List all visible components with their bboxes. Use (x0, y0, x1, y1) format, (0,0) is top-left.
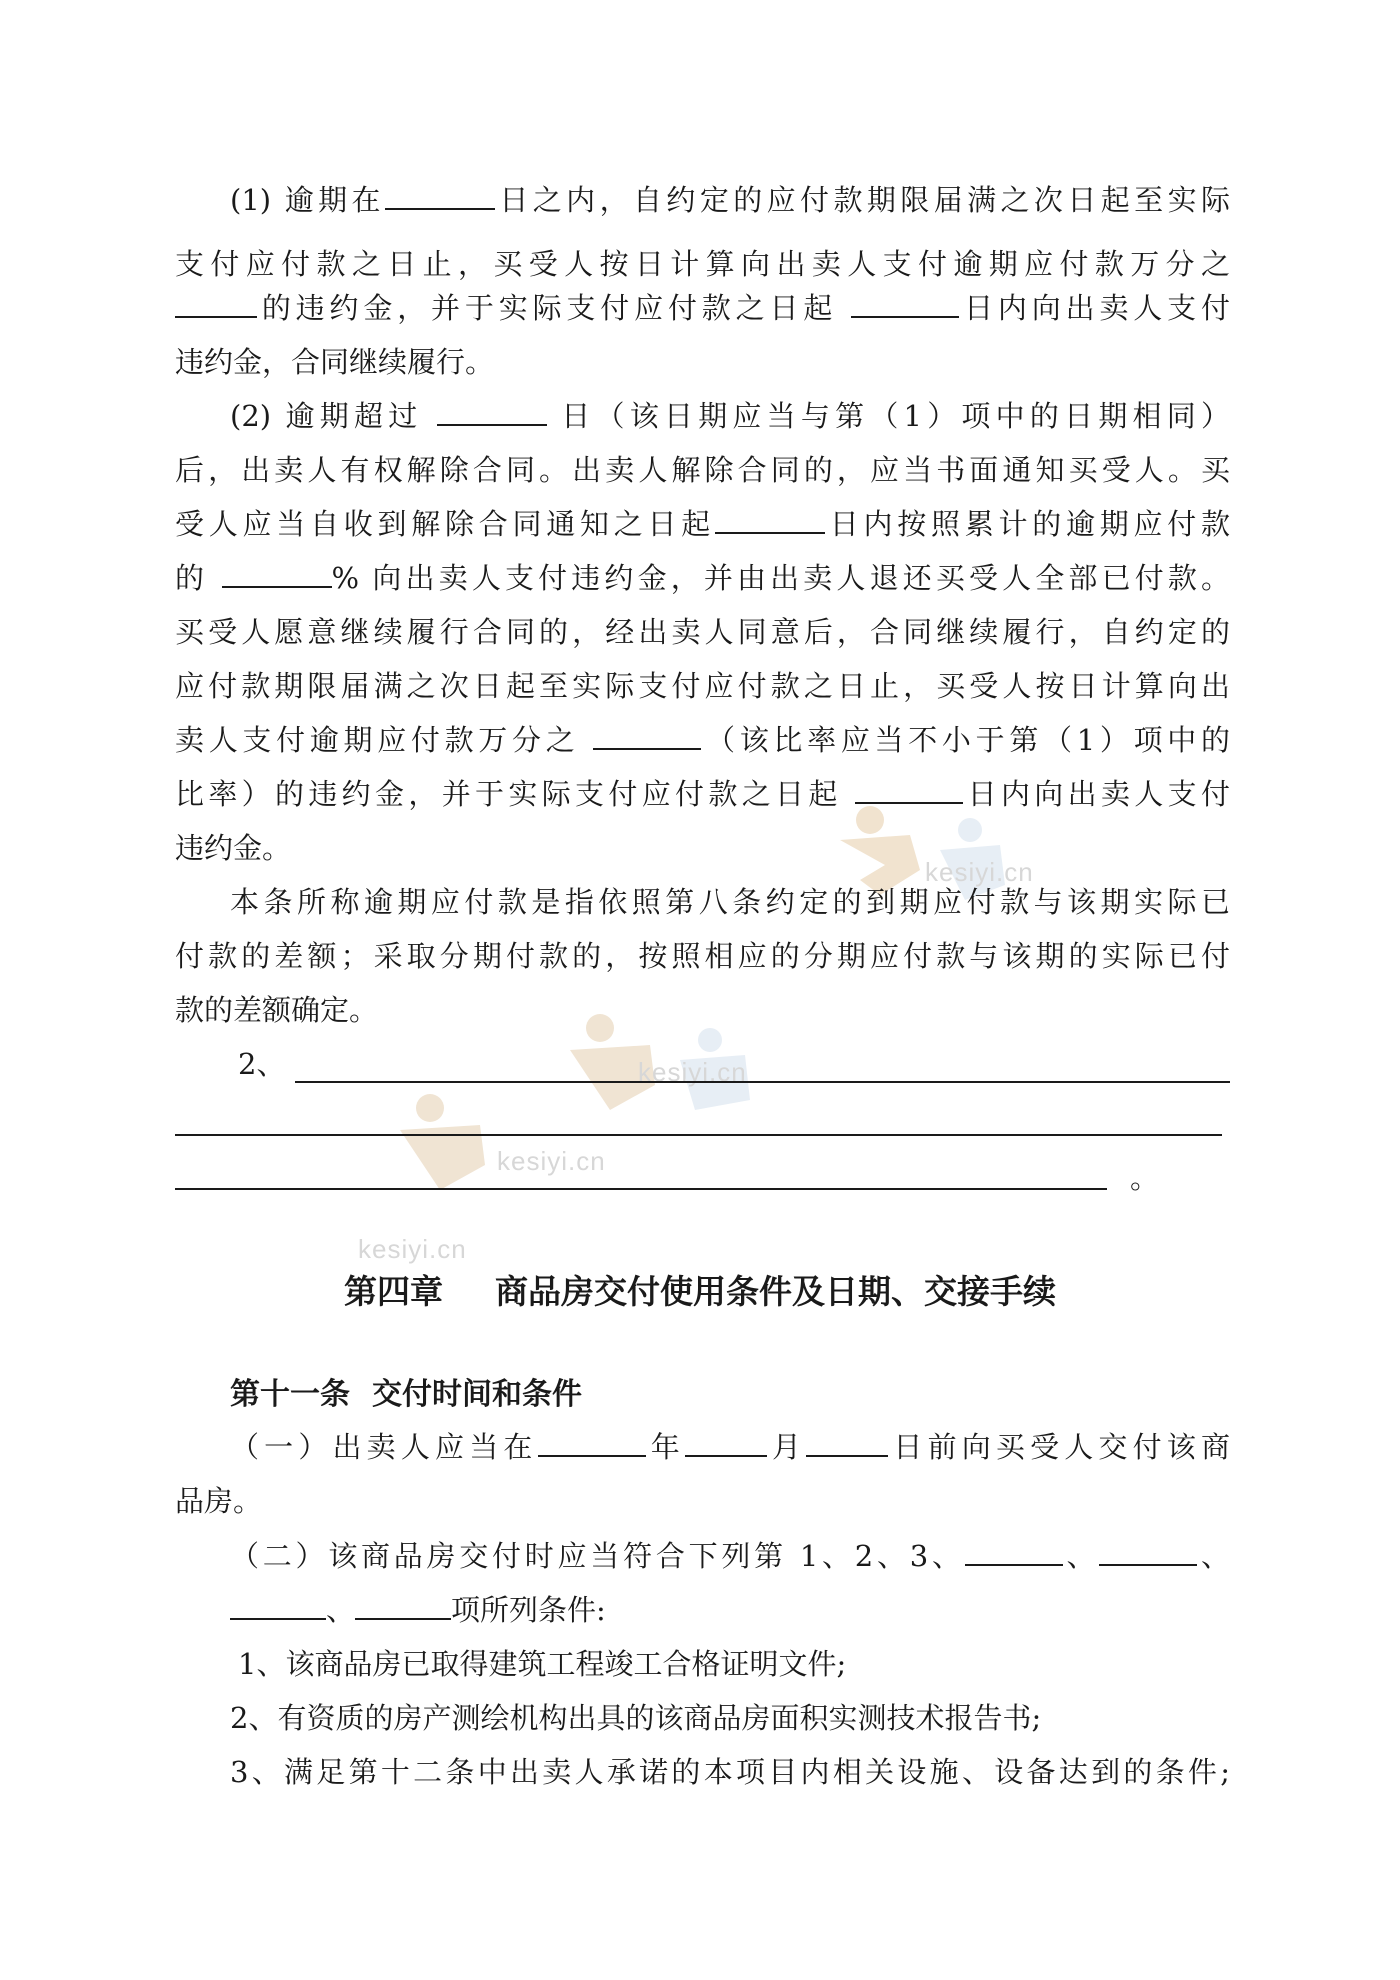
paragraph-2-line-6: 应付款期限届满之次日起至实际支付应付款之日止，买受人按日计算向出 (175, 669, 1230, 703)
article-number: 第十一条 (230, 1377, 350, 1412)
paragraph-2-line-1: (2) 逾期超过 日（该日期应当与第（1）项中的日期相同） (230, 399, 1231, 433)
paragraph-3-line-1: 本条所称逾期应付款是指依照第八条约定的到期应付款与该期实际已 (230, 885, 1230, 919)
watermark-text: kesiyi.cn (358, 1234, 467, 1264)
blank[interactable] (593, 722, 701, 750)
chapter-heading (0, 1266, 1400, 1313)
paragraph-1-line-1: (1) 逾期在 日之内，自约定的应付款期限届满之次日起至实际 (230, 183, 1230, 217)
article-title: 交付时间和条件 (372, 1377, 582, 1412)
clause-2-line-1: （二）该商品房交付时应当符合下列第 1、2、3、 、 、 (230, 1539, 1230, 1573)
condition-3: 3、满足第十二条中出卖人承诺的本项目内相关设施、设备达到的条件; (230, 1755, 1230, 1789)
blank[interactable] (1099, 1538, 1197, 1566)
paragraph-1-line-2: 支付应付款之日止，买受人按日计算向出卖人支付逾期应付款万分之 (175, 247, 1230, 281)
paragraph-1-line-4: 违约金，合同继续履行。 (175, 345, 495, 379)
blank[interactable] (355, 1592, 451, 1620)
paragraph-2-line-2: 后，出卖人有权解除合同。出卖人解除合同的，应当书面通知买受人。买 (175, 453, 1230, 487)
paragraph-3-line-2: 付款的差额；采取分期付款的，按照相应的分期应付款与该期的实际已付 (175, 939, 1230, 973)
watermark-text: kesiyi.cn (497, 1146, 606, 1176)
blank[interactable] (855, 776, 963, 804)
blank-day[interactable] (806, 1429, 888, 1457)
runner-figure-watermark (370, 1090, 570, 1200)
clause-2-line-2: 、 项所列条件: (230, 1590, 1230, 1630)
blank[interactable] (175, 290, 257, 318)
paragraph-1-line-3: 的违约金，并于实际支付应付款之日起 日内向出卖人支付 (175, 288, 1230, 328)
paragraph-2-line-7: 卖人支付逾期应付款万分之 （该比率应当不小于第（1）项中的 (175, 723, 1230, 757)
paragraph-2-line-9: 违约金。 (175, 831, 292, 865)
blank[interactable] (385, 182, 495, 210)
item-2-number: 2、 (238, 1047, 286, 1081)
chapter-title: 商品房交付使用条件及日期、交接手续 (495, 1272, 1056, 1311)
item-2-end-mark: 。 (1130, 1161, 1160, 1195)
blank[interactable] (851, 290, 959, 318)
blank-year[interactable] (538, 1429, 646, 1457)
watermark-text: kesiyi.cn (638, 1057, 747, 1087)
watermark-text: kesiyi.cn (925, 857, 1034, 887)
chapter-number: 第四章 (344, 1272, 443, 1311)
blank[interactable] (715, 506, 825, 534)
paragraph-2-line-4: 的 % 向出卖人支付违约金，并由出卖人退还买受人全部已付款。 (175, 561, 1231, 595)
clause-1-line-1: （一）出卖人应当在 年 月 日前向买受人交付该商 (230, 1430, 1230, 1464)
blank-line[interactable] (175, 1188, 1107, 1190)
condition-1: 1、该商品房已取得建筑工程竣工合格证明文件; (238, 1647, 847, 1681)
blank[interactable] (230, 1592, 326, 1620)
blank[interactable] (437, 398, 547, 426)
paragraph-2-line-8: 比率）的违约金，并于实际支付应付款之日起 日内向出卖人支付 (175, 777, 1230, 811)
paragraph-2-line-5: 买受人愿意继续履行合同的，经出卖人同意后，合同继续履行，自约定的 (175, 615, 1230, 649)
clause-1-line-2: 品房。 (175, 1484, 263, 1518)
article-heading (230, 1369, 582, 1413)
condition-2: 2、有资质的房产测绘机构出具的该商品房面积实测技术报告书; (230, 1701, 1042, 1735)
paragraph-2-line-3: 受人应当自收到解除合同通知之日起 日内按照累计的逾期应付款 (175, 507, 1230, 541)
blank[interactable] (965, 1538, 1063, 1566)
blank[interactable] (222, 560, 332, 588)
paragraph-3-line-3: 款的差额确定。 (175, 993, 379, 1027)
blank-line[interactable] (295, 1081, 1230, 1083)
blank-line[interactable] (175, 1134, 1222, 1136)
blank-month[interactable] (685, 1429, 767, 1457)
